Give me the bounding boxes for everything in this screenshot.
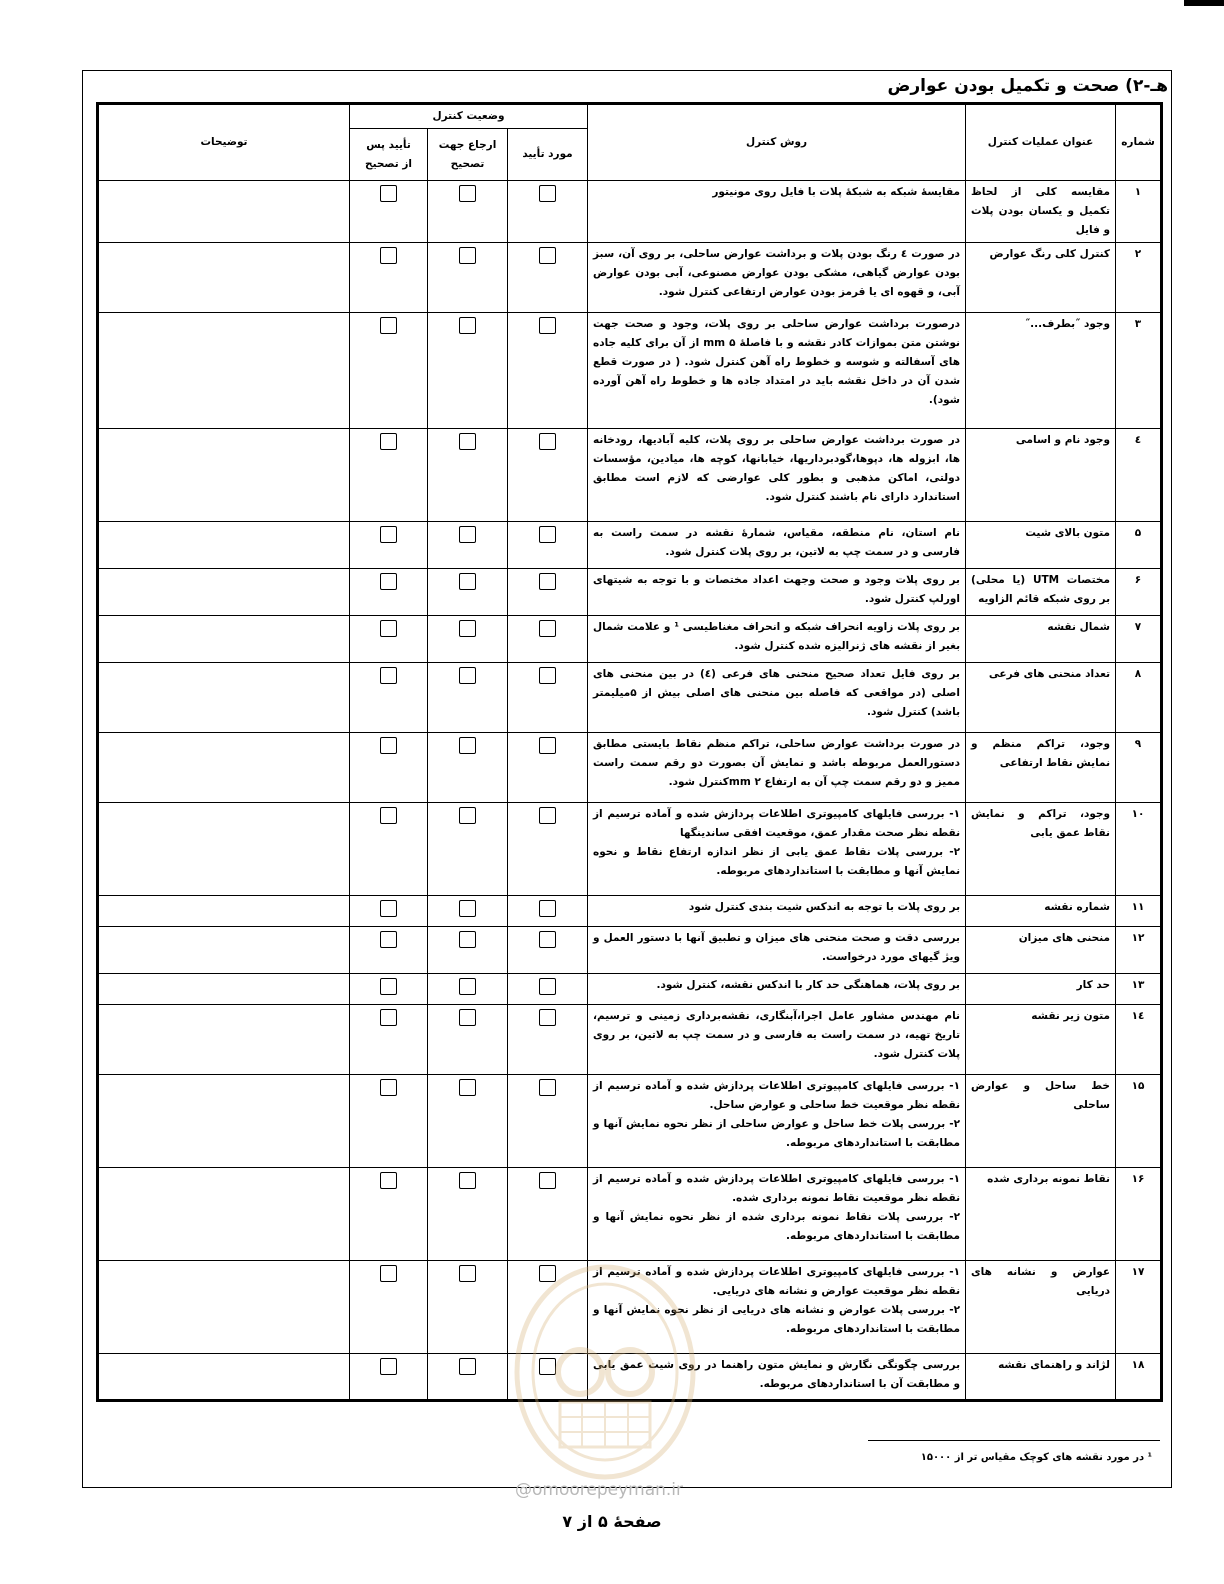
row-notes[interactable] xyxy=(98,1005,350,1075)
status-cell xyxy=(350,522,428,569)
row-operation-title: متون زیر نقشه xyxy=(966,1005,1116,1075)
status-cell xyxy=(428,733,508,803)
return-for-correction-checkbox[interactable] xyxy=(459,667,476,684)
status-cell xyxy=(350,1261,428,1354)
row-operation-title: منحنی های میزان xyxy=(966,927,1116,974)
return-for-correction-checkbox[interactable] xyxy=(459,526,476,543)
approved-after-correction-checkbox[interactable] xyxy=(380,1079,397,1096)
status-cell xyxy=(428,1075,508,1168)
row-number: ۱۱ xyxy=(1116,896,1162,927)
status-cell xyxy=(350,181,428,243)
approved-checkbox[interactable] xyxy=(539,900,556,917)
status-cell xyxy=(350,663,428,733)
table-row xyxy=(98,974,1162,1005)
status-cell xyxy=(428,1354,508,1401)
approved-after-correction-checkbox[interactable] xyxy=(380,807,397,824)
return-for-correction-checkbox[interactable] xyxy=(459,620,476,637)
table-row xyxy=(98,1168,1162,1261)
row-control-method: در صورت ٤ رنگ بودن پلات و برداشت عوارض ساحلی، بر روی آن، سبز بودن عوارض گیاهی، مشکی بودن عوارض مصنوعی، آبی بودن عوارض آبی، و قهوه ای یا قرمز بودن عوارض ارتفاعی کنترل شود. xyxy=(588,243,966,313)
row-operation-title: تعداد منحنی های فرعی xyxy=(966,663,1116,733)
status-cell xyxy=(508,569,588,616)
header-operation-title: عنوان عملیات کنترل xyxy=(966,104,1116,181)
approved-checkbox[interactable] xyxy=(539,978,556,995)
row-notes[interactable] xyxy=(98,1168,350,1261)
row-control-method: در صورت برداشت عوارض ساحلی، تراکم منظم نقاط بایستی مطابق دستورالعمل مربوطه باشد و نمایش آن بصورت دو رقم سمت راست ممیز و دو رقم سمت چپ آن به ارتفاع mm ۲کنترل شود. xyxy=(588,733,966,803)
approved-after-correction-checkbox[interactable] xyxy=(380,931,397,948)
approved-checkbox[interactable] xyxy=(539,620,556,637)
approved-after-correction-checkbox[interactable] xyxy=(380,526,397,543)
return-for-correction-checkbox[interactable] xyxy=(459,247,476,264)
table-row xyxy=(98,313,1162,429)
row-operation-title: خط ساحل و عوارض ساحلی xyxy=(966,1075,1116,1168)
status-cell xyxy=(428,803,508,896)
approved-after-correction-checkbox[interactable] xyxy=(380,317,397,334)
status-cell xyxy=(350,974,428,1005)
status-cell xyxy=(508,429,588,522)
approved-after-correction-checkbox[interactable] xyxy=(380,737,397,754)
row-number: ٤ xyxy=(1116,429,1162,522)
row-notes[interactable] xyxy=(98,1354,350,1401)
table-row xyxy=(98,1075,1162,1168)
return-for-correction-checkbox[interactable] xyxy=(459,931,476,948)
status-cell xyxy=(428,927,508,974)
row-operation-title: شمال نقشه xyxy=(966,616,1116,663)
status-cell xyxy=(428,1261,508,1354)
row-number: ۷ xyxy=(1116,616,1162,663)
approved-checkbox[interactable] xyxy=(539,1358,556,1375)
header-return: ارجاع جهت تصحیح xyxy=(428,129,508,181)
status-cell xyxy=(350,927,428,974)
approved-after-correction-checkbox[interactable] xyxy=(380,1172,397,1189)
approved-after-correction-checkbox[interactable] xyxy=(380,620,397,637)
row-notes[interactable] xyxy=(98,663,350,733)
row-control-method: ۱- بررسی فایلهای کامپیوتری اطلاعات پردازش شده و آماده ترسیم از نقطه نظر موقعیت خط ساحلی و عوارض ساحل. ۲- بررسی پلات خط ساحل و عوارض ساحلی از نظر نحوه نمایش آنها و مطابقت با استانداردهای مربوطه. xyxy=(588,1075,966,1168)
row-number: ۱٤ xyxy=(1116,1005,1162,1075)
row-notes[interactable] xyxy=(98,896,350,927)
row-control-method: مقایسهٔ شبکه به شبکهٔ پلات با فایل روی مونیتور xyxy=(588,181,966,243)
status-cell xyxy=(350,616,428,663)
approved-after-correction-checkbox[interactable] xyxy=(380,573,397,590)
return-for-correction-checkbox[interactable] xyxy=(459,1172,476,1189)
status-cell xyxy=(508,616,588,663)
approved-checkbox[interactable] xyxy=(539,667,556,684)
row-notes[interactable] xyxy=(98,974,350,1005)
status-cell xyxy=(428,429,508,522)
control-table xyxy=(96,102,1163,1402)
row-number: ۱۶ xyxy=(1116,1168,1162,1261)
row-operation-title: لژاند و راهنمای نقشه xyxy=(966,1354,1116,1401)
approved-checkbox[interactable] xyxy=(539,931,556,948)
row-number: ۱۷ xyxy=(1116,1261,1162,1354)
approved-after-correction-checkbox[interactable] xyxy=(380,667,397,684)
row-operation-title: کنترل کلی رنگ عوارض xyxy=(966,243,1116,313)
return-for-correction-checkbox[interactable] xyxy=(459,433,476,450)
status-cell xyxy=(428,569,508,616)
row-number: ۹ xyxy=(1116,733,1162,803)
row-control-method: ۱- بررسی فایلهای کامپیوتری اطلاعات پردازش شده و آماده ترسیم از نقطه نظر صحت مقدار عمق، موقعیت افقی ساندینگها ۲- بررسی پلات نقاط عمق یابی از نظر اندازه ارتفاع نقاط و نحوه نمایش آنها و مطابقت با استانداردهای مربوطه. xyxy=(588,803,966,896)
row-notes[interactable] xyxy=(98,429,350,522)
status-cell xyxy=(350,733,428,803)
table-row xyxy=(98,663,1162,733)
status-cell xyxy=(350,429,428,522)
status-cell xyxy=(508,1168,588,1261)
row-notes[interactable] xyxy=(98,181,350,243)
section-title: هـ-۲) صحت و تکمیل بودن عوارض xyxy=(887,76,1168,96)
footnote: ¹ در مورد نقشه های کوچک مقیاس تر از ۱۵۰۰۰ xyxy=(920,1452,1152,1463)
table-row xyxy=(98,181,1162,243)
return-for-correction-checkbox[interactable] xyxy=(459,737,476,754)
status-cell xyxy=(428,896,508,927)
header-status: وضعیت کنترل xyxy=(350,104,588,129)
row-operation-title: حد کار xyxy=(966,974,1116,1005)
status-cell xyxy=(350,1354,428,1401)
row-control-method: بر روی فایل تعداد صحیح منحنی های فرعی (٤) در بین منحنی های اصلی (در مواقعی که فاصله بین منحنی های اصلی بیش از ۵میلیمتر باشد) کنترل شود. xyxy=(588,663,966,733)
row-control-method: در صورت برداشت عوارض ساحلی بر روی پلات، کلیه آبادیها، رودخانه ها، ابزوله ها، دپوها،گودبرداریها، خیابانها، کوچه ها، میادین، مؤسسات دولتی، اماکن مذهبی و بطور کلی عوارضی که لازم است مطابق استاندارد دارای نام باشند کنترل شود. xyxy=(588,429,966,522)
status-cell xyxy=(350,803,428,896)
status-cell xyxy=(508,1261,588,1354)
return-for-correction-checkbox[interactable] xyxy=(459,573,476,590)
status-cell xyxy=(508,663,588,733)
status-cell xyxy=(350,1075,428,1168)
status-cell xyxy=(428,1168,508,1261)
status-cell xyxy=(428,974,508,1005)
row-notes[interactable] xyxy=(98,313,350,429)
row-notes[interactable] xyxy=(98,803,350,896)
header-method: روش کنترل xyxy=(588,104,966,181)
row-control-method: ۱- بررسی فایلهای کامپیوتری اطلاعات پردازش شده و آماده ترسیم از نقطه نظر موقعیت عوارض و نشانه های دریایی. ۲- بررسی پلات عوارض و نشانه های دریایی از نظر نحوه نمایش آنها و مطابقت با استانداردهای مربوطه. xyxy=(588,1261,966,1354)
table-row xyxy=(98,616,1162,663)
table-row xyxy=(98,927,1162,974)
status-cell xyxy=(508,522,588,569)
approved-checkbox[interactable] xyxy=(539,573,556,590)
approved-after-correction-checkbox[interactable] xyxy=(380,1265,397,1282)
row-number: ۱ xyxy=(1116,181,1162,243)
status-cell xyxy=(350,1168,428,1261)
status-cell xyxy=(428,181,508,243)
row-control-method: بررسی چگونگی نگارش و نمایش متون راهنما در روی شیت عمق یابی و مطابقت آن با استانداردهای مربوطه. xyxy=(588,1354,966,1401)
row-operation-title: مختصات UTM (یا محلی) بر روی شبکه قائم الزاویه xyxy=(966,569,1116,616)
row-operation-title: متون بالای شیت xyxy=(966,522,1116,569)
row-number: ۶ xyxy=(1116,569,1162,616)
row-number: ۱۰ xyxy=(1116,803,1162,896)
row-operation-title: وجود ˝بطرف...˝ xyxy=(966,313,1116,429)
row-notes[interactable] xyxy=(98,733,350,803)
return-for-correction-checkbox[interactable] xyxy=(459,317,476,334)
row-operation-title: وجود نام و اسامی xyxy=(966,429,1116,522)
return-for-correction-checkbox[interactable] xyxy=(459,978,476,995)
row-operation-title: عوارض و نشانه های دریایی xyxy=(966,1261,1116,1354)
status-cell xyxy=(508,927,588,974)
return-for-correction-checkbox[interactable] xyxy=(459,900,476,917)
row-control-method: بررسی دقت و صحت منحنی های میزان و تطبیق آنها با دستور العمل و ویژ گیهای مورد درخواست. xyxy=(588,927,966,974)
return-for-correction-checkbox[interactable] xyxy=(459,185,476,202)
table-row xyxy=(98,803,1162,896)
status-cell xyxy=(428,663,508,733)
approved-after-correction-checkbox[interactable] xyxy=(380,1358,397,1375)
row-notes[interactable] xyxy=(98,569,350,616)
row-control-method: بر روی پلات زاویه انحراف شبکه و انحراف مغناطیسی ¹ و علامت شمال بغیر از نقشه های ژنرالیزه شده کنترل شود. xyxy=(588,616,966,663)
row-operation-title: وجود، تراکم منظم و نمایش نقاط ارتفاعی xyxy=(966,733,1116,803)
status-cell xyxy=(428,243,508,313)
approved-checkbox[interactable] xyxy=(539,807,556,824)
row-number: ۵ xyxy=(1116,522,1162,569)
row-number: ۱۸ xyxy=(1116,1354,1162,1401)
table-row xyxy=(98,569,1162,616)
table-row xyxy=(98,733,1162,803)
approved-after-correction-checkbox[interactable] xyxy=(380,433,397,450)
status-cell xyxy=(508,313,588,429)
row-number: ۸ xyxy=(1116,663,1162,733)
header-notes: توضیحات xyxy=(98,104,350,181)
return-for-correction-checkbox[interactable] xyxy=(459,1265,476,1282)
status-cell xyxy=(350,569,428,616)
page-number: صفحهٔ ۵ از ۷ xyxy=(562,1512,662,1531)
return-for-correction-checkbox[interactable] xyxy=(459,1358,476,1375)
approved-checkbox[interactable] xyxy=(539,247,556,264)
approved-checkbox[interactable] xyxy=(539,317,556,334)
status-cell xyxy=(428,616,508,663)
approved-checkbox[interactable] xyxy=(539,1265,556,1282)
table-row xyxy=(98,429,1162,522)
return-for-correction-checkbox[interactable] xyxy=(459,1009,476,1026)
table-row xyxy=(98,243,1162,313)
status-cell xyxy=(508,1075,588,1168)
row-control-method: درصورت برداشت عوارض ساحلی بر روی پلات، وجود و صحت جهت نوشتن متن بموازات کادر نقشه و با فاصلهٔ mm ۵ از آن برای کلیه جاده های آسفالته و شوسه و خطوط راه آهن کنترل شود. ( در صورت قطع شدن آن در داخل نقشه باید در امتداد جاده ها و خطوط راه آهن آورده شود). xyxy=(588,313,966,429)
footnote-separator xyxy=(868,1440,1160,1441)
row-number: ۳ xyxy=(1116,313,1162,429)
approved-checkbox[interactable] xyxy=(539,526,556,543)
status-cell xyxy=(508,974,588,1005)
row-control-method: نام استان، نام منطقه، مقیاس، شمارهٔ نقشه در سمت راست به فارسی و در سمت چپ به لاتین، بر روی پلات کنترل شود. xyxy=(588,522,966,569)
return-for-correction-checkbox[interactable] xyxy=(459,1079,476,1096)
row-number: ۱۲ xyxy=(1116,927,1162,974)
header-number: شماره xyxy=(1116,104,1162,181)
row-control-method: بر روی پلات، هماهنگی حد کار با اندکس نقشه، کنترل شود. xyxy=(588,974,966,1005)
approved-checkbox[interactable] xyxy=(539,185,556,202)
status-cell xyxy=(508,1354,588,1401)
status-cell xyxy=(508,243,588,313)
approved-checkbox[interactable] xyxy=(539,1172,556,1189)
row-number: ۱۵ xyxy=(1116,1075,1162,1168)
row-operation-title: مقایسه کلی از لحاظ تکمیل و یکسان بودن پلات و فایل xyxy=(966,181,1116,243)
status-cell xyxy=(428,522,508,569)
row-notes[interactable] xyxy=(98,243,350,313)
row-control-method: بر روی پلات وجود و صحت وجهت اعداد مختصات و با توجه به شیتهای اورلپ کنترل شود. xyxy=(588,569,966,616)
status-cell xyxy=(508,181,588,243)
approved-after-correction-checkbox[interactable] xyxy=(380,978,397,995)
row-control-method: ۱- بررسی فایلهای کامپیوتری اطلاعات پردازش شده و آماده ترسیم از نقطه نظر موقعیت نقاط نمونه برداری شده. ۲- بررسی پلات نقاط نمونه برداری شده از نظر نحوه نمایش آنها و مطابقت با استانداردهای مربوطه. xyxy=(588,1168,966,1261)
row-notes[interactable] xyxy=(98,1075,350,1168)
row-notes[interactable] xyxy=(98,927,350,974)
status-cell xyxy=(508,1005,588,1075)
approved-after-correction-checkbox[interactable] xyxy=(380,1009,397,1026)
row-notes[interactable] xyxy=(98,522,350,569)
status-cell xyxy=(508,896,588,927)
table-row xyxy=(98,1354,1162,1401)
table-row xyxy=(98,1261,1162,1354)
row-number: ۲ xyxy=(1116,243,1162,313)
approved-checkbox[interactable] xyxy=(539,1009,556,1026)
approved-after-correction-checkbox[interactable] xyxy=(380,185,397,202)
header-after-fix: تأیید پس از تصحیح xyxy=(350,129,428,181)
table-row xyxy=(98,522,1162,569)
row-control-method: نام مهندس مشاور عامل اجرا،آبنگاری، نقشه‌برداری زمینی و ترسیم، تاریخ تهیه، در سمت راست به فارسی و در سمت چپ به لاتین، بر روی پلات کنترل شود. xyxy=(588,1005,966,1075)
row-operation-title: نقاط نمونه برداری شده xyxy=(966,1168,1116,1261)
approved-checkbox[interactable] xyxy=(539,737,556,754)
status-cell xyxy=(508,803,588,896)
top-edge-mark xyxy=(1184,0,1224,6)
row-control-method: بر روی پلات با توجه به اندکس شیت بندی کنترل شود xyxy=(588,896,966,927)
approved-after-correction-checkbox[interactable] xyxy=(380,247,397,264)
return-for-correction-checkbox[interactable] xyxy=(459,807,476,824)
status-cell xyxy=(508,733,588,803)
table-row xyxy=(98,896,1162,927)
status-cell xyxy=(428,1005,508,1075)
watermark: @omoorepeyman.ir xyxy=(515,1480,684,1500)
approved-after-correction-checkbox[interactable] xyxy=(380,900,397,917)
row-notes[interactable] xyxy=(98,1261,350,1354)
row-operation-title: وجود، تراکم و نمایش نقاط عمق یابی xyxy=(966,803,1116,896)
row-number: ۱۳ xyxy=(1116,974,1162,1005)
row-notes[interactable] xyxy=(98,616,350,663)
header-approved: مورد تأیید xyxy=(508,129,588,181)
status-cell xyxy=(428,313,508,429)
approved-checkbox[interactable] xyxy=(539,433,556,450)
approved-checkbox[interactable] xyxy=(539,1079,556,1096)
row-operation-title: شماره نقشه xyxy=(966,896,1116,927)
status-cell xyxy=(350,243,428,313)
status-cell xyxy=(350,1005,428,1075)
table-row xyxy=(98,1005,1162,1075)
status-cell xyxy=(350,896,428,927)
status-cell xyxy=(350,313,428,429)
